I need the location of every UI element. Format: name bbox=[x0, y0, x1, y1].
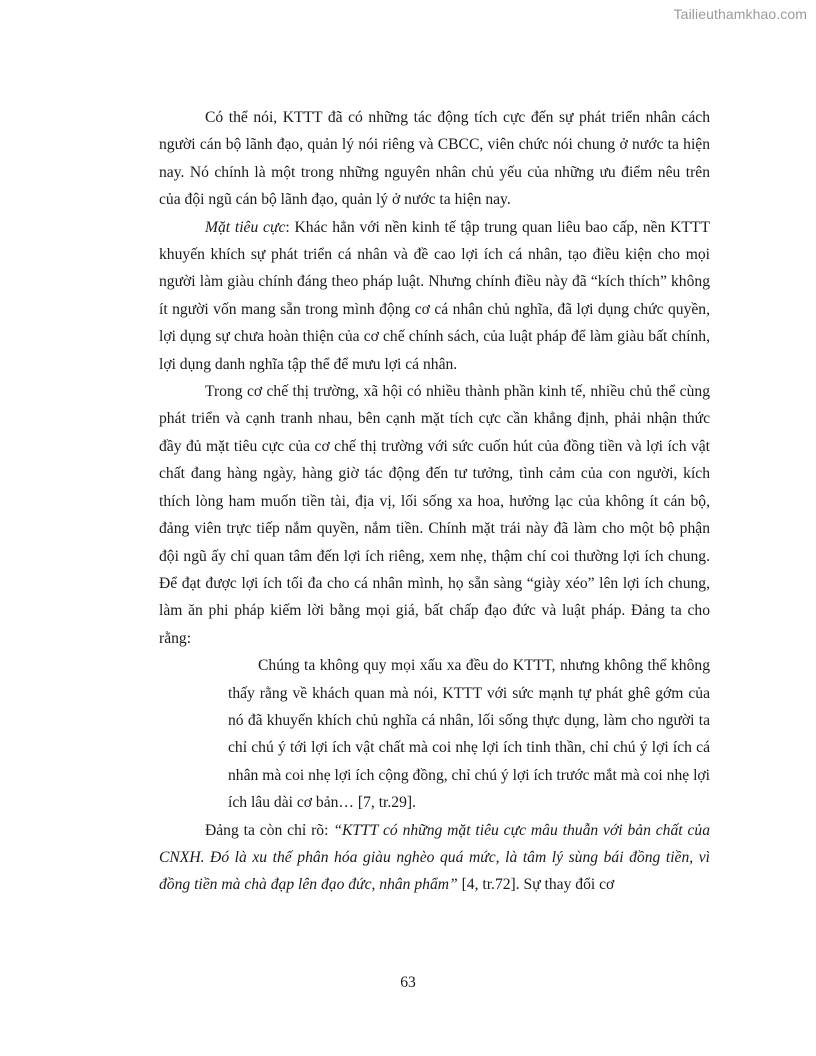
body-text bbox=[159, 104, 710, 899]
block-quote: Chúng ta không quy mọi xấu xa đều do KTTT, nhưng không thể không thấy rằng về khách quan mà nói, KTTT với sức mạnh tự phát ghê gớm của nó đã khuyến khích chủ nghĩa cá nhân, lối sống thực dụng, làm cho người ta chỉ chú ý tới lợi ích vật chất mà coi nhẹ lợi ích tinh thần, chỉ chú ý lợi ích cá nhân mà coi nhẹ lợi ích cộng đồng, chỉ chú ý lợi ích trước mắt mà coi nhẹ lợi ích lâu dài cơ bản… [7, tr.29]. bbox=[228, 657, 710, 812]
paragraph-4 bbox=[159, 817, 710, 899]
paragraph-4-end: [4, tr.72]. Sự thay đổi cơ bbox=[457, 876, 615, 894]
watermark: Tailieuthamkhao.com bbox=[673, 6, 807, 22]
paragraph-2-label: Mặt tiêu cực bbox=[205, 218, 286, 236]
paragraph-2 bbox=[159, 214, 710, 378]
paragraph-3: Trong cơ chế thị trường, xã hội có nhiều thành phần kinh tế, nhiều chủ thể cùng phát triển và cạnh tranh nhau, bên cạnh mặt tích cực cần khẳng định, phải nhận thức đầy đủ mặt tiêu cực của cơ chế thị trường với sức cuốn hút của đồng tiền và lợi ích vật chất đang hàng ngày, hàng giờ tác động đến tư tưởng, tình cảm của con người, kích thích lòng ham muốn tiền tài, địa vị, lối sống xa hoa, hưởng lạc của không ít cán bộ, đảng viên trực tiếp nắm quyền, nắm tiền. Chính mặt trái này đã làm cho một bộ phận đội ngũ ấy chỉ quan tâm đến lợi ích riêng, xem nhẹ, thậm chí coi thường lợi ích chung. Để đạt được lợi ích tối đa cho cá nhân mình, họ sẵn sàng “giày xéo” lên lợi ích chung, làm ăn phi pháp kiếm lời bằng mọi giá, bất chấp đạo đức và luật pháp. Đảng ta cho rằng: bbox=[159, 383, 710, 647]
paragraph-2-text: : Khác hẳn với nền kinh tế tập trung quan liêu bao cấp, nền KTTT khuyến khích sự phát triển cá nhân và đề cao lợi ích cá nhân, tạo điều kiện cho mọi người làm giàu chính đáng theo pháp luật. Nhưng chính điều này đã “kích thích” không ít người vốn mang sẵn trong mình động cơ cá nhân chủ nghĩa, đã lợi dụng chức quyền, lợi dụng sự chưa hoàn thiện của cơ chế chính sách, của luật pháp để làm giàu bất chính, lợi dụng danh nghĩa tập thể để mưu lợi cá nhân. bbox=[159, 218, 710, 373]
paragraph-1: Có thể nói, KTTT đã có những tác động tích cực đến sự phát triển nhân cách người cán bộ lãnh đạo, quản lý nói riêng và CBCC, viên chức nói chung ở nước ta hiện nay. Nó chính là một trong những nguyên nhân chủ yếu của những ưu điểm nêu trên của đội ngũ cán bộ lãnh đạo, quản lý ở nước ta hiện nay. bbox=[159, 109, 710, 209]
paragraph-4-quote: “KTTT có những mặt tiêu cực mâu thuẫn với bản chất của CNXH. Đó là xu thế phân hóa giàu nghèo quá mức, là tâm lý sùng bái đồng tiền, vì đồng tiền mà chà đạp lên đạo đức, nhân phẩm” bbox=[159, 821, 710, 894]
page-number: 63 bbox=[400, 974, 416, 991]
paragraph-4-start: Đảng ta còn chỉ rõ: bbox=[205, 821, 334, 839]
